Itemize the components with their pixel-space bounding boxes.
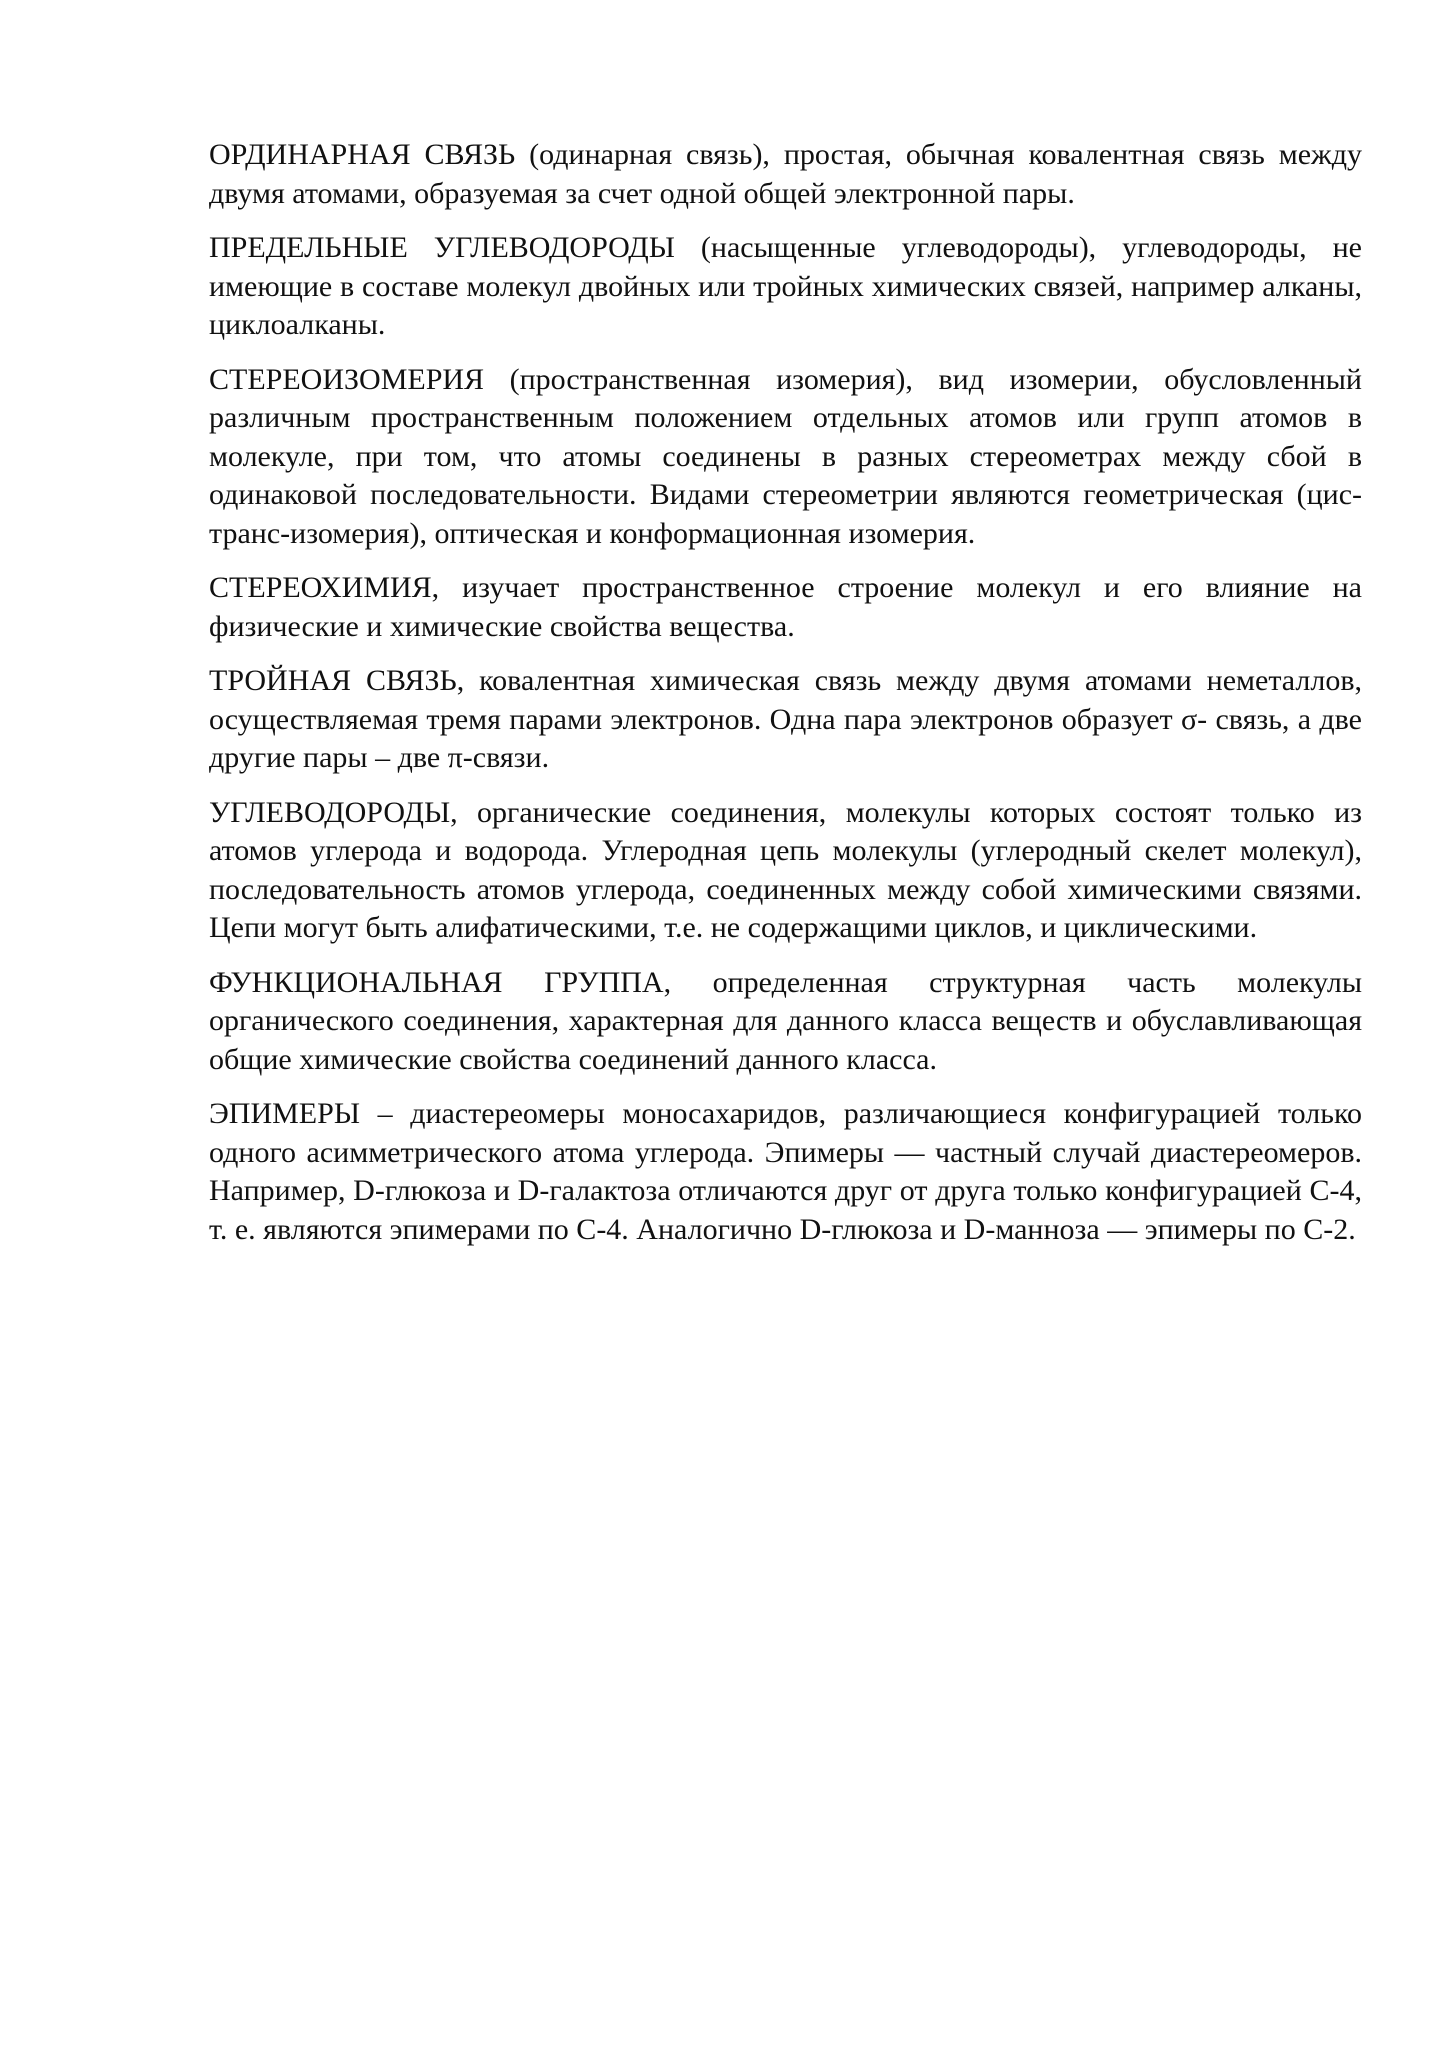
glossary-entry-epimers: ЭПИМЕРЫ – диастереомеры моносахаридов, различающиеся конфигурацией только одного асимметрического атома углерода. Эпимеры — частный случай диастереомеров. Например, D-глюкоза и D-галактоза отличаются друг от друга только конфигурацией С-4, т. е. являются эпимерами по С-4. Аналогично D-глюкоза и D-манноза — эпимеры по С-2. (209, 1097, 1362, 1246)
glossary-entry-saturated-hydrocarbons: ПРЕДЕЛЬНЫЕ УГЛЕВОДОРОДЫ (насыщенные углеводороды), углеводороды, не имеющие в составе молекул двойных или тройных химических связей, например алканы, циклоалканы. (209, 231, 1362, 341)
glossary-entry-triple-bond: ТРОЙНАЯ СВЯЗЬ, ковалентная химическая связь между двумя атомами неметаллов, осуществляемая тремя парами электронов. Одна пара электронов образует σ- связь, а две другие пары – две π-связи. (209, 664, 1362, 774)
glossary-entry-hydrocarbons: УГЛЕВОДОРОДЫ, органические соединения, молекулы которых состоят только из атомов углерода и водорода. Углеродная цепь молекулы (углеродный скелет молекул), последовательность атомов углерода, соединенных между собой химическими связями. Цепи могут быть алифатическими, т.е. не содержащими циклов, и циклическими. (209, 795, 1362, 944)
glossary-entry-stereochemistry: СТЕРЕОХИМИЯ, изучает пространственное строение молекул и его влияние на физические и химические свойства вещества. (209, 571, 1362, 643)
glossary-entry-stereoisomerism: СТЕРЕОИЗОМЕРИЯ (пространственная изомерия), вид изомерии, обусловленный различным пространственным положением отдельных атомов или групп атомов в молекуле, при том, что атомы соединены в разных стереометрах между сбой в одинаковой последовательности. Видами стереометрии являются геометрическая (цис-транс-изомерия), оптическая и конформационная изомерия. (209, 362, 1362, 550)
glossary-entry-single-bond: ОРДИНАРНАЯ СВЯЗЬ (одинарная связь), простая, обычная ковалентная связь между двумя атомами, образуемая за счет одной общей электронной пары. (209, 138, 1362, 210)
document-page (209, 136, 1362, 1265)
glossary-entry-functional-group: ФУНКЦИОНАЛЬНАЯ ГРУППА, определенная структурная часть молекулы органического соединения, характерная для данного класса веществ и обуславливающая общие химические свойства соединений данного класса. (209, 965, 1362, 1076)
